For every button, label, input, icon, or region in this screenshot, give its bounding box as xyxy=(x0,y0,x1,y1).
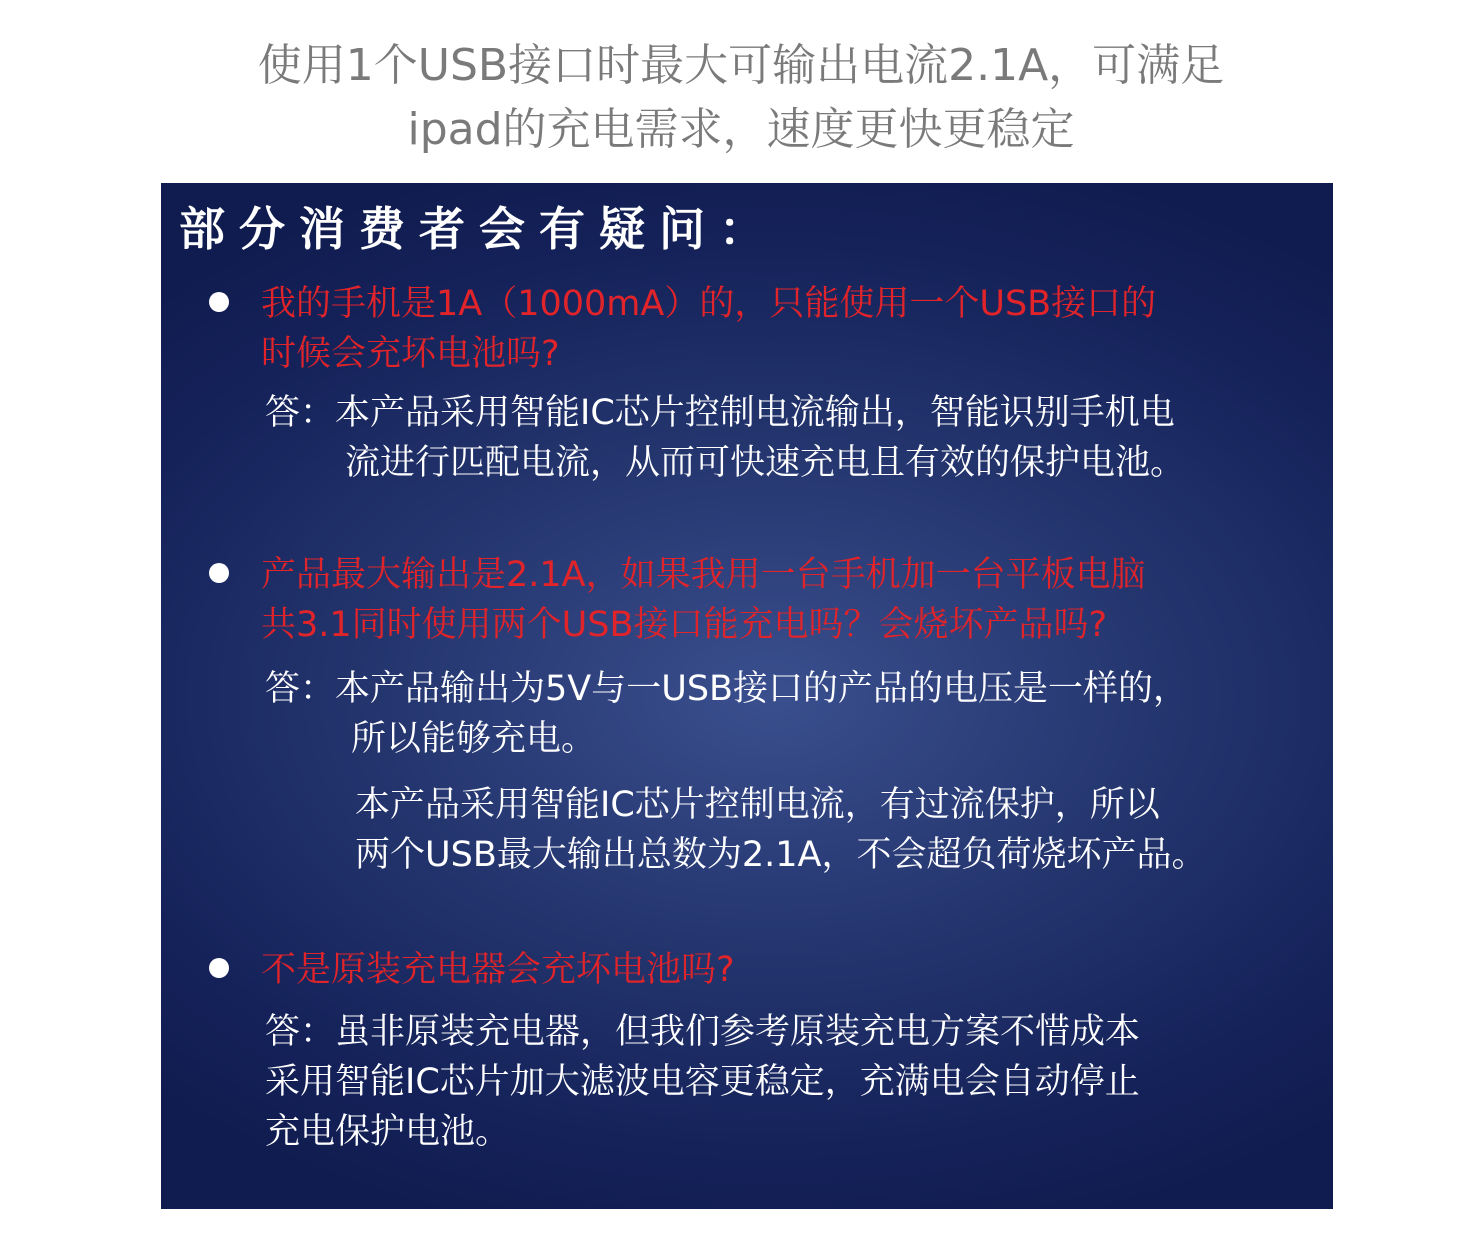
answer-3-line-1: 答：虽非原装充电器，但我们参考原装充电方案不惜成本 xyxy=(265,1012,1141,1052)
answer-2-line-2: 所以能够充电。 xyxy=(351,719,597,759)
panel-heading: 部分消费者会有疑问： xyxy=(179,202,779,256)
answer-1 xyxy=(265,388,1185,488)
question-3 xyxy=(261,945,1311,995)
answer-3-line-3: 充电保护电池。 xyxy=(265,1112,511,1152)
caption-line-1: 使用1个USB接口时最大可输出电流2.1A，可满足 xyxy=(257,40,1225,91)
answer-2-extra-line-1: 本产品采用智能IC芯片控制电流，有过流保护，所以 xyxy=(355,785,1160,825)
question-2 xyxy=(261,550,1311,650)
answer-3 xyxy=(265,1007,1140,1157)
answer-3-line-2: 采用智能IC芯片加大滤波电容更稳定，充满电会自动停止 xyxy=(265,1062,1140,1102)
question-2-line-1: 产品最大输出是2.1A，如果我用一台手机加一台平板电脑 xyxy=(261,555,1146,595)
faq-panel xyxy=(161,183,1333,1209)
question-3-line-1: 不是原装充电器会充坏电池吗? xyxy=(261,950,735,990)
answer-2 xyxy=(265,664,1188,764)
answer-1-line-1: 答：本产品采用智能IC芯片控制电流输出，智能识别手机电 xyxy=(265,393,1175,433)
question-1-line-2: 时候会充坏电池吗? xyxy=(261,334,560,374)
answer-2-extra-line-2: 两个USB最大输出总数为2.1A，不会超负荷烧坏产品。 xyxy=(355,835,1207,875)
answer-2-extra xyxy=(355,780,1206,880)
question-2-line-2: 共3.1同时使用两个USB接口能充电吗？会烧坏产品吗? xyxy=(261,605,1108,645)
question-1-line-1: 我的手机是1A（1000mA）的，只能使用一个USB接口的 xyxy=(261,284,1157,324)
bullet-icon xyxy=(209,563,229,583)
top-caption xyxy=(0,34,1482,162)
bullet-icon xyxy=(209,292,229,312)
answer-2-line-1: 答：本产品输出为5V与一USB接口的产品的电压是一样的， xyxy=(265,669,1189,709)
question-1 xyxy=(261,279,1311,379)
caption-line-2: ipad的充电需求，速度更快更稳定 xyxy=(407,104,1075,155)
bullet-icon xyxy=(209,958,229,978)
answer-1-line-2: 流进行匹配电流，从而可快速充电且有效的保护电池。 xyxy=(345,443,1186,483)
